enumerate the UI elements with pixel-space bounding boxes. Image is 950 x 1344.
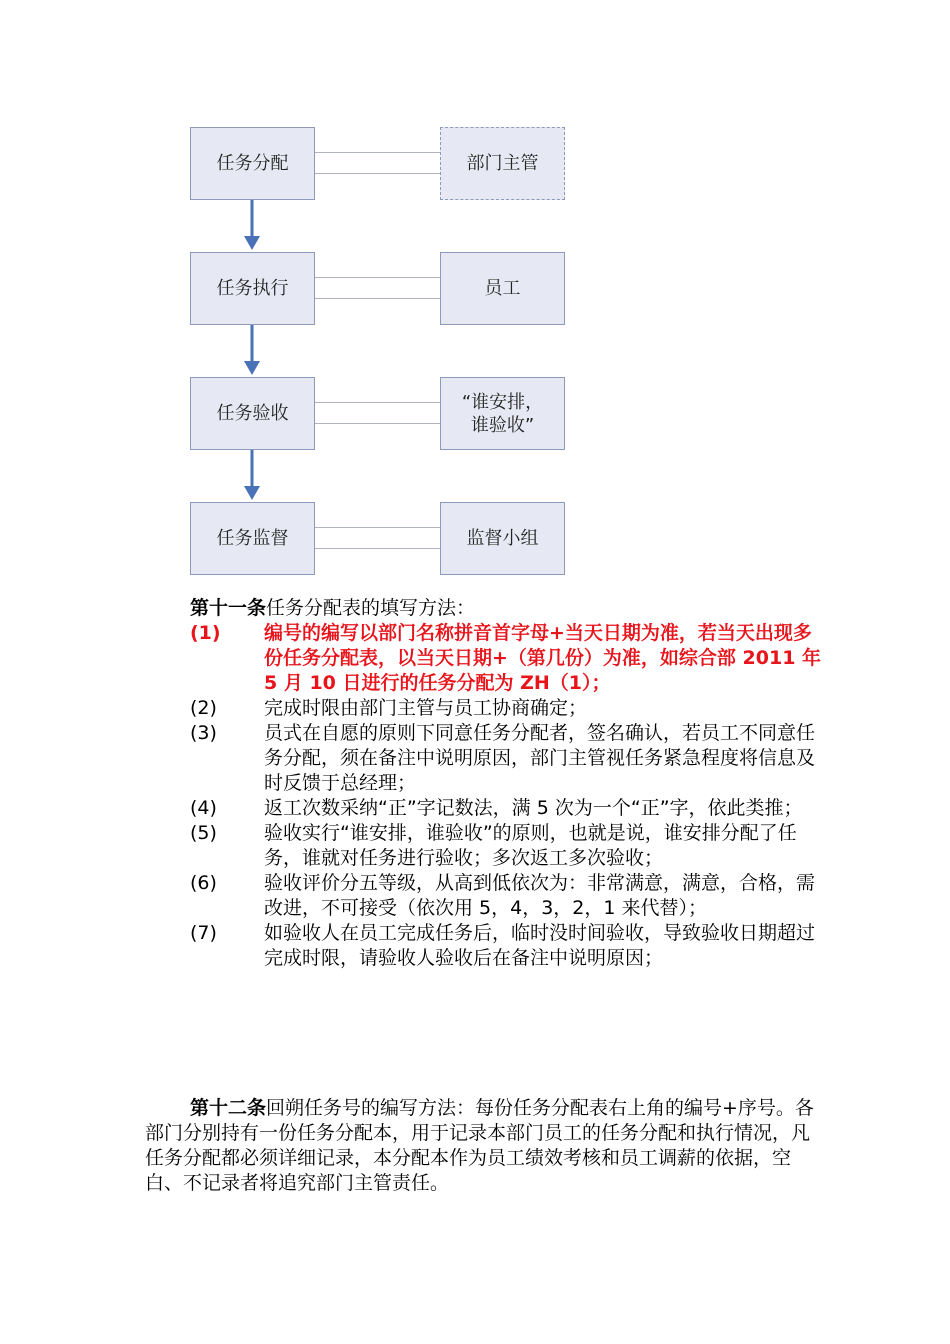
item-number: (6) — [190, 872, 217, 894]
flow-actor-principle: “谁安排，谁验收” — [440, 377, 565, 450]
flow-actor-manager: 部门主管 — [440, 127, 565, 200]
flow-arrow — [240, 325, 264, 377]
list-item — [190, 871, 830, 921]
flow-connector — [315, 152, 440, 174]
list-item — [190, 721, 830, 796]
flow-actor-supervision-group: 监督小组 — [440, 502, 565, 575]
article-label: 第十一条 — [190, 597, 267, 619]
flow-step-supervise: 任务监督 — [190, 502, 315, 575]
item-text: 返工次数采纳“正”字记数法，满 5 次为一个“正”字，依此类推； — [264, 797, 803, 819]
article-title: 任务分配表的填写方法： — [266, 597, 476, 619]
list-item — [190, 821, 830, 871]
flow-actor-employee: 员工 — [440, 252, 565, 325]
item-text: 验收评价分五等级，从高到低依次为：非常满意，满意，合格，需改进，不可接受（依次用 5，4，3，2，1 来代替）； — [264, 872, 816, 919]
list-item — [190, 621, 830, 696]
item-number: (1) — [190, 622, 221, 644]
flow-step-acceptance: 任务验收 — [190, 377, 315, 450]
flow-connector — [315, 527, 440, 549]
item-text: 验收实行“谁安排，谁验收”的原则，也就是说，谁安排分配了任务，谁就对任务进行验收；多次返工多次验收； — [264, 822, 797, 869]
flow-arrow — [240, 450, 264, 502]
article-11 — [190, 596, 830, 971]
item-number: (3) — [190, 722, 217, 744]
task-flowchart — [0, 0, 950, 600]
item-text: 员式在自愿的原则下同意任务分配者，签名确认，若员工不同意任务分配，须在备注中说明原因，部门主管视任务紧急程度将信息及时反馈于总经理； — [264, 722, 816, 794]
flow-arrow — [240, 200, 264, 252]
item-text: 完成时限由部门主管与员工协商确定； — [264, 697, 588, 719]
article-11-heading — [190, 596, 830, 621]
item-number: (2) — [190, 697, 217, 719]
item-number: (5) — [190, 822, 217, 844]
flow-connector — [315, 402, 440, 424]
item-text: 编号的编写以部门名称拼音首字母+当天日期为准，若当天出现多份任务分配表，以当天日期+（第几份）为准，如综合部 2011 年 5 月 10 日进行的任务分配为 ZH（1）； — [264, 622, 822, 694]
flow-step-assign: 任务分配 — [190, 127, 315, 200]
list-item — [190, 796, 830, 821]
article-12-text: 回朔任务号的编写方法：每份任务分配表右上角的编号+序号。各部门分别持有一份任务分配本，用于记录本部门员工的任务分配和执行情况，凡任务分配都必须详细记录，本分配本作为员工绩效考核和员工调薪的依据，空白、不记录者将追究部门主管责任。 — [145, 1097, 814, 1194]
list-item — [190, 696, 830, 721]
article-label: 第十二条 — [190, 1097, 267, 1119]
flow-connector — [315, 277, 440, 299]
list-item — [190, 921, 830, 971]
flow-step-execute: 任务执行 — [190, 252, 315, 325]
article-12 — [145, 1096, 815, 1196]
item-number: (7) — [190, 922, 217, 944]
item-text: 如验收人在员工完成任务后，临时没时间验收，导致验收日期超过完成时限，请验收人验收后在备注中说明原因； — [264, 922, 816, 969]
item-number: (4) — [190, 797, 217, 819]
